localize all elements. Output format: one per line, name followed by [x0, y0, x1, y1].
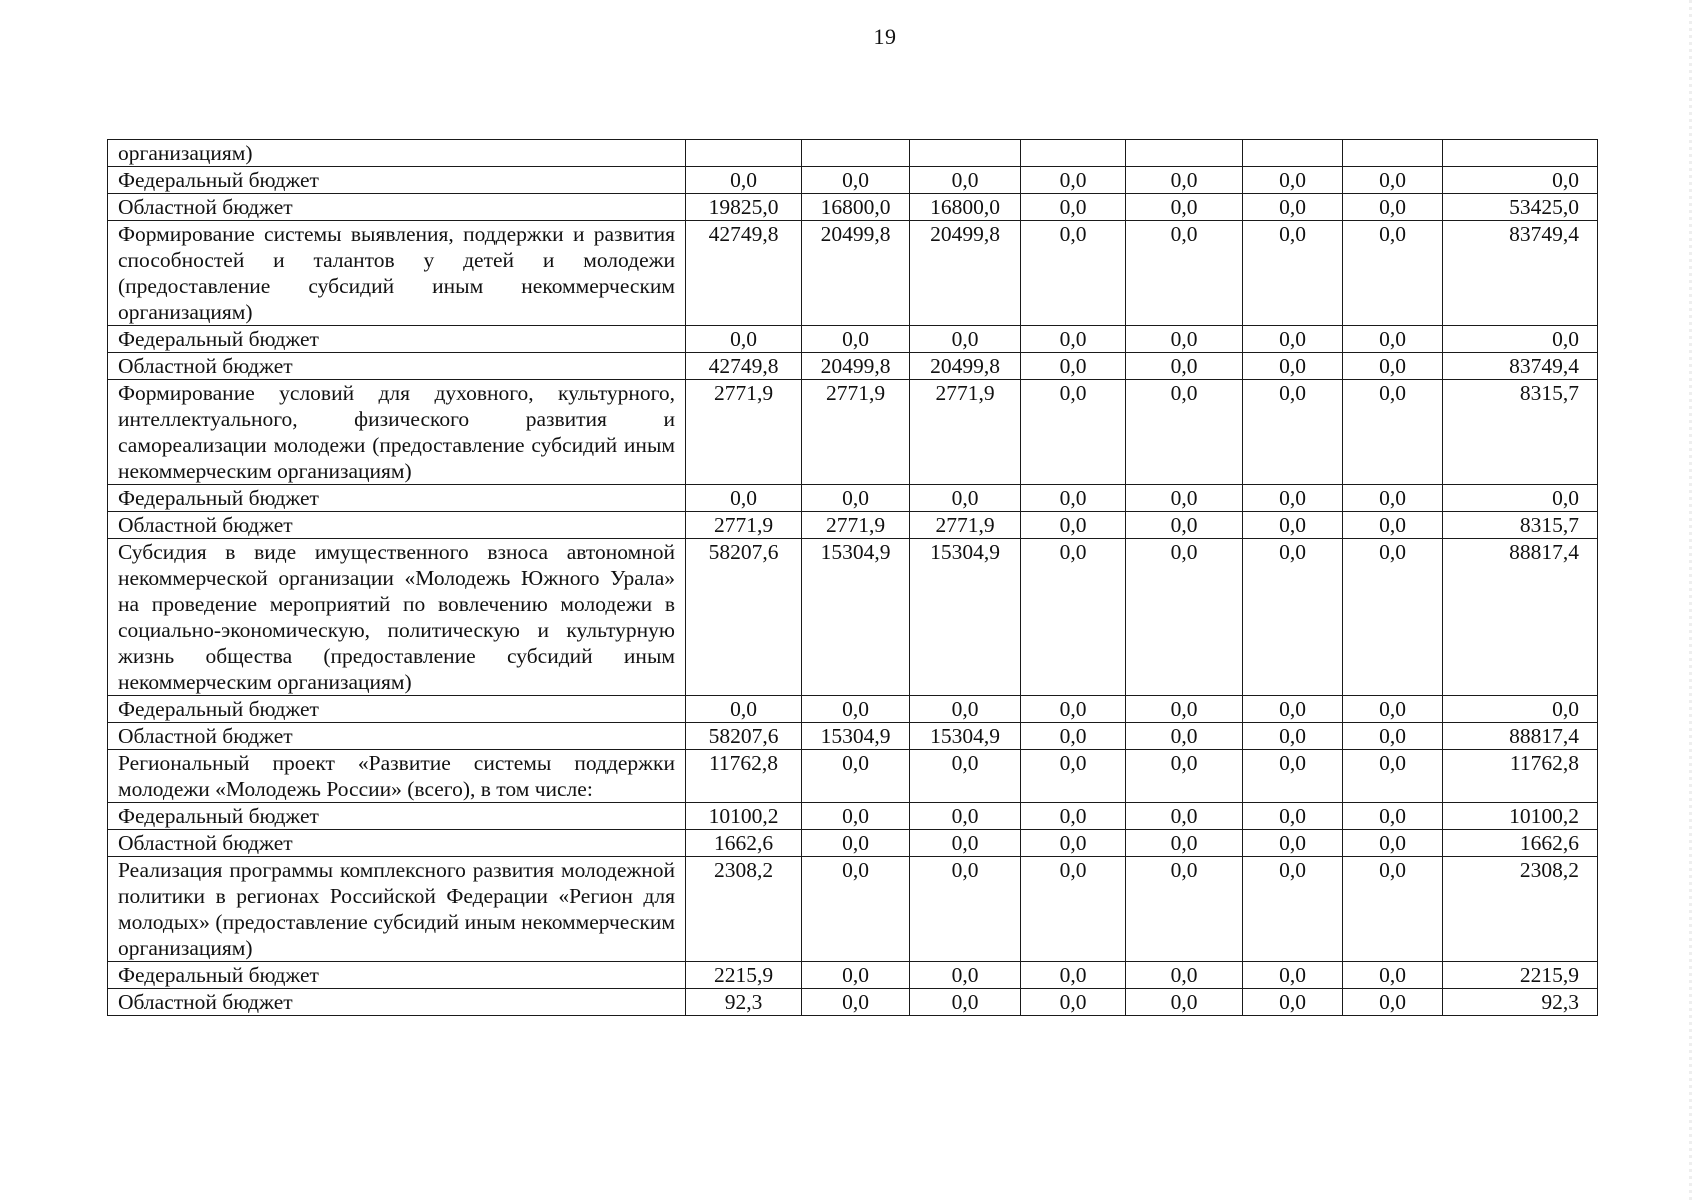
- value-cell: 58207,6: [686, 539, 802, 696]
- value-cell: 2215,9: [686, 962, 802, 989]
- value-cell: 15304,9: [910, 539, 1021, 696]
- row-name-cell: Федеральный бюджет: [108, 962, 686, 989]
- table-row: [108, 353, 1598, 380]
- value-cell: 16800,0: [802, 194, 910, 221]
- value-cell: 0,0: [1243, 353, 1343, 380]
- value-cell: 0,0: [1243, 723, 1343, 750]
- value-cell: 0,0: [1243, 221, 1343, 326]
- value-cell: 0,0: [1021, 830, 1126, 857]
- value-cell: 0,0: [910, 989, 1021, 1016]
- value-cell: 0,0: [1126, 485, 1243, 512]
- value-cell: 1662,6: [1443, 830, 1598, 857]
- value-cell: 0,0: [802, 830, 910, 857]
- value-cell: 0,0: [1443, 167, 1598, 194]
- table-row: [108, 140, 1598, 167]
- value-cell: 0,0: [1343, 194, 1443, 221]
- value-cell: 0,0: [1126, 962, 1243, 989]
- value-cell: 0,0: [1126, 750, 1243, 803]
- value-cell: 0,0: [686, 167, 802, 194]
- value-cell: 88817,4: [1443, 539, 1598, 696]
- value-cell: 0,0: [910, 750, 1021, 803]
- value-cell: 0,0: [1243, 167, 1343, 194]
- value-cell: 92,3: [1443, 989, 1598, 1016]
- value-cell: 20499,8: [802, 353, 910, 380]
- table-row: [108, 962, 1598, 989]
- row-name-cell: Областной бюджет: [108, 723, 686, 750]
- value-cell: 0,0: [1243, 539, 1343, 696]
- value-cell: 8315,7: [1443, 512, 1598, 539]
- value-cell: 0,0: [1343, 539, 1443, 696]
- value-cell: 0,0: [1243, 962, 1343, 989]
- value-cell: 2308,2: [686, 857, 802, 962]
- value-cell: 0,0: [1243, 326, 1343, 353]
- value-cell: 0,0: [686, 696, 802, 723]
- row-name-cell: Областной бюджет: [108, 830, 686, 857]
- value-cell: 0,0: [1126, 857, 1243, 962]
- value-cell: 11762,8: [1443, 750, 1598, 803]
- value-cell: 0,0: [1443, 696, 1598, 723]
- value-cell: 0,0: [1126, 512, 1243, 539]
- value-cell: 0,0: [1343, 723, 1443, 750]
- value-cell: 0,0: [1021, 221, 1126, 326]
- value-cell: 0,0: [1021, 485, 1126, 512]
- value-cell: 20499,8: [910, 221, 1021, 326]
- value-cell: 0,0: [1126, 380, 1243, 485]
- value-cell: 0,0: [1021, 723, 1126, 750]
- value-cell: 2771,9: [686, 380, 802, 485]
- value-cell: 0,0: [1343, 803, 1443, 830]
- table-row: [108, 857, 1598, 962]
- value-cell: 2215,9: [1443, 962, 1598, 989]
- row-name-cell: организациям): [108, 140, 686, 167]
- value-cell: 0,0: [1021, 326, 1126, 353]
- row-name-cell: Областной бюджет: [108, 194, 686, 221]
- value-cell: [1021, 140, 1126, 167]
- value-cell: 0,0: [1343, 167, 1443, 194]
- value-cell: 0,0: [910, 696, 1021, 723]
- value-cell: 0,0: [1126, 353, 1243, 380]
- row-name-cell: Областной бюджет: [108, 512, 686, 539]
- row-name-cell: Формирование условий для духовного, культурного, интеллектуального, физического развития и самореализации молодежи (предоставление субсидий иным некоммерческим организациям): [108, 380, 686, 485]
- value-cell: 88817,4: [1443, 723, 1598, 750]
- value-cell: 0,0: [1343, 750, 1443, 803]
- value-cell: 0,0: [802, 750, 910, 803]
- value-cell: 2771,9: [910, 512, 1021, 539]
- value-cell: 0,0: [1343, 857, 1443, 962]
- value-cell: 10100,2: [1443, 803, 1598, 830]
- value-cell: 0,0: [1021, 696, 1126, 723]
- value-cell: 0,0: [802, 696, 910, 723]
- value-cell: 0,0: [1243, 803, 1343, 830]
- value-cell: 15304,9: [910, 723, 1021, 750]
- value-cell: 0,0: [802, 989, 910, 1016]
- value-cell: 20499,8: [802, 221, 910, 326]
- value-cell: 0,0: [1243, 380, 1343, 485]
- table-body: [108, 140, 1598, 1016]
- value-cell: 0,0: [1243, 194, 1343, 221]
- value-cell: 0,0: [1021, 750, 1126, 803]
- value-cell: 0,0: [1021, 539, 1126, 696]
- value-cell: 0,0: [1021, 380, 1126, 485]
- value-cell: 42749,8: [686, 221, 802, 326]
- row-name-cell: Реализация программы комплексного развития молодежной политики в регионах Российской Федерации «Регион для молодых» (предоставление субсидий иным некоммерческим организациям): [108, 857, 686, 962]
- value-cell: 0,0: [802, 962, 910, 989]
- value-cell: 0,0: [1243, 750, 1343, 803]
- row-name-cell: Региональный проект «Развитие системы поддержки молодежи «Молодежь России» (всего), в том числе:: [108, 750, 686, 803]
- value-cell: 0,0: [1126, 696, 1243, 723]
- value-cell: 2771,9: [910, 380, 1021, 485]
- value-cell: 0,0: [802, 803, 910, 830]
- value-cell: 0,0: [1243, 989, 1343, 1016]
- value-cell: 0,0: [1126, 194, 1243, 221]
- value-cell: 0,0: [910, 830, 1021, 857]
- value-cell: 0,0: [1126, 803, 1243, 830]
- value-cell: 15304,9: [802, 539, 910, 696]
- row-name-cell: Федеральный бюджет: [108, 696, 686, 723]
- value-cell: 8315,7: [1443, 380, 1598, 485]
- value-cell: 0,0: [910, 857, 1021, 962]
- value-cell: 0,0: [1343, 696, 1443, 723]
- table-row: [108, 723, 1598, 750]
- table-row: [108, 194, 1598, 221]
- row-name-cell: Федеральный бюджет: [108, 485, 686, 512]
- table-row: [108, 803, 1598, 830]
- value-cell: 42749,8: [686, 353, 802, 380]
- table-row: [108, 221, 1598, 326]
- value-cell: 2771,9: [802, 380, 910, 485]
- value-cell: 0,0: [1343, 830, 1443, 857]
- value-cell: 0,0: [1343, 485, 1443, 512]
- value-cell: 92,3: [686, 989, 802, 1016]
- value-cell: 2771,9: [686, 512, 802, 539]
- value-cell: 0,0: [1021, 353, 1126, 380]
- value-cell: [1343, 140, 1443, 167]
- table-row: [108, 696, 1598, 723]
- value-cell: 0,0: [1443, 326, 1598, 353]
- value-cell: 0,0: [1243, 485, 1343, 512]
- value-cell: 58207,6: [686, 723, 802, 750]
- value-cell: 0,0: [802, 485, 910, 512]
- table-row: [108, 167, 1598, 194]
- row-name-cell: Субсидия в виде имущественного взноса автономной некоммерческой организации «Молодежь Южного Урала» на проведение мероприятий по вовлечению молодежи в социально-экономическую, политическую и культурную жизнь общества (предоставление субсидий иным некоммерческим организациям): [108, 539, 686, 696]
- table-row: [108, 326, 1598, 353]
- value-cell: 0,0: [1021, 857, 1126, 962]
- value-cell: [1243, 140, 1343, 167]
- value-cell: 83749,4: [1443, 221, 1598, 326]
- value-cell: [802, 140, 910, 167]
- value-cell: 0,0: [1126, 830, 1243, 857]
- value-cell: 20499,8: [910, 353, 1021, 380]
- value-cell: 0,0: [1021, 512, 1126, 539]
- value-cell: 0,0: [910, 803, 1021, 830]
- table-row: [108, 539, 1598, 696]
- scan-edge-mark: [1689, 0, 1692, 1200]
- value-cell: 1662,6: [686, 830, 802, 857]
- value-cell: 0,0: [686, 326, 802, 353]
- table-row: [108, 380, 1598, 485]
- value-cell: 0,0: [802, 326, 910, 353]
- value-cell: 0,0: [802, 167, 910, 194]
- value-cell: 0,0: [1443, 485, 1598, 512]
- table-row: [108, 830, 1598, 857]
- value-cell: 0,0: [1021, 803, 1126, 830]
- value-cell: 0,0: [910, 485, 1021, 512]
- value-cell: 0,0: [1343, 962, 1443, 989]
- table-row: [108, 750, 1598, 803]
- value-cell: 0,0: [1343, 989, 1443, 1016]
- value-cell: 0,0: [1243, 512, 1343, 539]
- value-cell: 0,0: [1021, 989, 1126, 1016]
- value-cell: 0,0: [1126, 167, 1243, 194]
- value-cell: 2771,9: [802, 512, 910, 539]
- value-cell: 0,0: [1126, 723, 1243, 750]
- table-row: [108, 512, 1598, 539]
- value-cell: 16800,0: [910, 194, 1021, 221]
- value-cell: 0,0: [1021, 962, 1126, 989]
- value-cell: 11762,8: [686, 750, 802, 803]
- value-cell: 0,0: [1021, 194, 1126, 221]
- value-cell: 0,0: [1343, 380, 1443, 485]
- row-name-cell: Формирование системы выявления, поддержки и развития способностей и талантов у детей и молодежи (предоставление субсидий иным некоммерческим организациям): [108, 221, 686, 326]
- row-name-cell: Областной бюджет: [108, 989, 686, 1016]
- value-cell: 0,0: [1126, 989, 1243, 1016]
- row-name-cell: Федеральный бюджет: [108, 326, 686, 353]
- row-name-cell: Федеральный бюджет: [108, 167, 686, 194]
- value-cell: 0,0: [910, 167, 1021, 194]
- row-name-cell: Федеральный бюджет: [108, 803, 686, 830]
- value-cell: 15304,9: [802, 723, 910, 750]
- value-cell: 0,0: [1343, 326, 1443, 353]
- row-name-cell: Областной бюджет: [108, 353, 686, 380]
- page-number: 19: [873, 24, 897, 49]
- value-cell: 0,0: [1243, 696, 1343, 723]
- value-cell: 0,0: [802, 857, 910, 962]
- value-cell: 10100,2: [686, 803, 802, 830]
- value-cell: [910, 140, 1021, 167]
- value-cell: [1126, 140, 1243, 167]
- value-cell: 0,0: [1243, 857, 1343, 962]
- value-cell: [1443, 140, 1598, 167]
- value-cell: 0,0: [686, 485, 802, 512]
- value-cell: [686, 140, 802, 167]
- table-row: [108, 485, 1598, 512]
- value-cell: 0,0: [910, 326, 1021, 353]
- value-cell: 0,0: [910, 962, 1021, 989]
- value-cell: 19825,0: [686, 194, 802, 221]
- value-cell: 0,0: [1126, 326, 1243, 353]
- value-cell: 0,0: [1343, 512, 1443, 539]
- value-cell: 0,0: [1021, 167, 1126, 194]
- value-cell: 53425,0: [1443, 194, 1598, 221]
- value-cell: 0,0: [1126, 539, 1243, 696]
- budget-table: [107, 139, 1598, 1016]
- value-cell: 0,0: [1343, 221, 1443, 326]
- value-cell: 0,0: [1343, 353, 1443, 380]
- value-cell: 0,0: [1126, 221, 1243, 326]
- table-row: [108, 989, 1598, 1016]
- value-cell: 0,0: [1243, 830, 1343, 857]
- value-cell: 83749,4: [1443, 353, 1598, 380]
- value-cell: 2308,2: [1443, 857, 1598, 962]
